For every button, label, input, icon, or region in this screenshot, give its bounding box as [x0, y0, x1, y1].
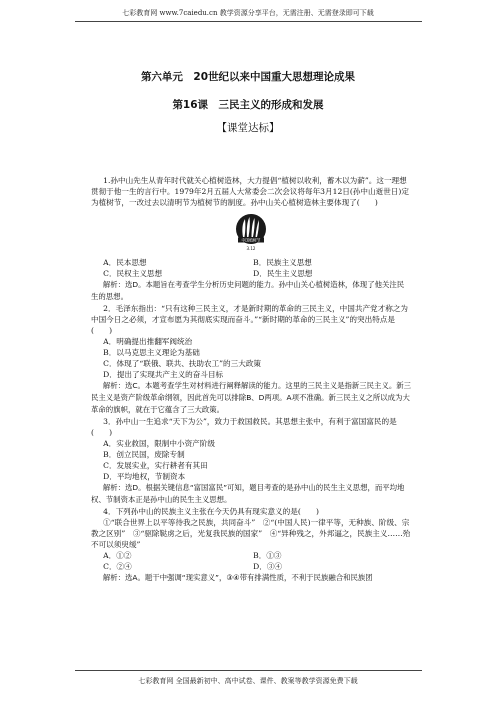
q2-answer: 解析：选C。本题考查学生对材料进行阐释解读的能力。这里的三民主义是指新三民主义。新三民主义是资产阶级革命纲领，因此首先可以排除B、D两项。A项不准确。新三民主义之所以成为大革命的旗帜，就在于它蕴含了三大政策。 — [91, 381, 412, 414]
q1-answer: 解析：选D。本题旨在考查学生分析历史问题的能力。孙中山关心植树造林，体现了他关注民生的思想。 — [91, 280, 405, 301]
q4-answer: 解析：选A。题干中强调“现实意义”，③④带有排满性质，不利于民族融合和民族团 — [102, 573, 373, 582]
page-footer: 七彩教育网 全国最新初中、高中试卷、课件、教案等教学资源免费下载 — [138, 677, 358, 685]
q1-option-c: C．民权主义思想 — [103, 269, 163, 278]
lesson-title: 第16课 三民主义的形成和发展 — [172, 99, 324, 111]
q4-option-b: B．①③ — [253, 551, 282, 560]
q4-option-d: D．③④ — [253, 562, 283, 571]
q4-options-row2 — [91, 561, 411, 572]
q1-options-row2 — [91, 268, 411, 279]
q3-option-a: A．实业救国，限制中小资产阶级 — [103, 439, 215, 448]
q3-option-b: B．创立民国，废除专制 — [103, 450, 185, 459]
logo-text: 中国植树节 — [241, 237, 261, 243]
q2-option-d: D．提出了实现共产主义的奋斗目标 — [103, 370, 224, 379]
q4-option-a: A．①② — [103, 551, 132, 560]
page-header: 七彩教育网 www.7caiedu.cn 教学资源分享平台，无需注册、无需登录即可下载 — [122, 9, 374, 17]
q1-option-a: A．民本思想 — [103, 258, 147, 267]
q3-answer: 解析：选D。根据关键信息“富国富民”可知，题目考查的是孙中山的民生主义思想，而平均地权、节制资本正是孙中山的民生主义思想。 — [91, 483, 405, 504]
unit-title: 第六单元 20世纪以来中国重大思想理论成果 — [140, 71, 356, 83]
q4-option-c: C．②④ — [103, 562, 132, 571]
header-rule — [75, 21, 422, 22]
footer-rule — [75, 670, 422, 671]
q2-option-a: A．明确提出推翻军阀统治 — [103, 337, 193, 346]
questions-block — [91, 175, 411, 584]
q3-stem: 3．孙中山一生追求“天下为公”，致力于救国救民。其思想主张中，有利于富国富民的是( ) — [91, 417, 397, 437]
q4-stem: 4．下列孙中山的民族主义主张在今天仍具有现实意义的是( ) — [103, 507, 319, 516]
q1-option-d: D．民生主义思想 — [253, 269, 313, 278]
q4-options-row1 — [91, 550, 411, 561]
logo-date: 3.12 — [246, 246, 256, 251]
q1-options-row1 — [91, 257, 411, 268]
q1-stem: 1.孙中山先生从青年时代就关心植树造林，大力提倡“植树以收利，蓄木以为薪”。这一理想贯彻于他一生的言行中。1979年2月五届人大常委会二次会议将每年3月12日(孙中山逝世日)定为植树节，一改过去以清明节为植树节的制度。孙中山关心植树造林主要体现了( ) — [91, 176, 409, 207]
q2-stem: 2．毛泽东指出：“只有这种三民主义，才是新时期的革命的三民主义，中国共产党才称之为中国今日之必须，才宣布愿为其彻底实现而奋斗。”“新时期的革命的三民主义”的突出特点是( ) — [91, 304, 409, 335]
q2-option-c: C．体现了“联俄、联共、扶助农工”的三大政策 — [103, 359, 262, 368]
q2-option-b: B．以马克思主义理论为基础 — [103, 348, 200, 357]
q3-option-c: C．发展实业，实行耕者有其田 — [103, 461, 208, 470]
q4-items: ①“联合世界上以平等待我之民族，共同奋斗” ②“(中国人民)一律平等，无种族、阶级、宗教之区别” ③“驱除鞑虏之后，光复我民族的国家” ④“异种残之，外邦逼之，民族主义……殆不可以须臾缓” — [91, 518, 411, 549]
section-title: 【课堂达标】 — [216, 122, 280, 134]
q3-option-d: D．平均地权，节制资本 — [103, 472, 186, 481]
q1-option-b: B．民族主义思想 — [253, 258, 312, 267]
tree-planting-day-logo — [233, 213, 269, 253]
